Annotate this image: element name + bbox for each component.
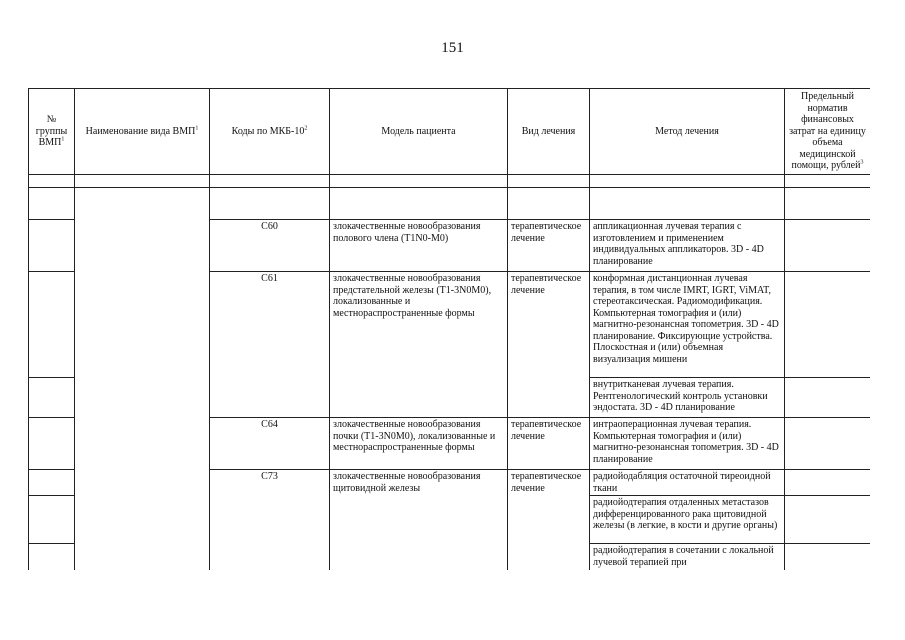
treatment-method-cell: внутритканевая лучевая терапия. Рентгенологический контроль установки эндостата. 3D - 4D планирование	[590, 378, 785, 418]
header-icd-codes: Коды по МКБ-$10^2$	[210, 89, 330, 175]
treatment-method-cell: радиойодтерапия отдаленных метастазов дифференцированного рака щитовидной железы (в легкие, в кости и другие органы)	[590, 496, 785, 544]
page-number: 151	[441, 40, 464, 56]
header-group-number: № группы ВМП$^1$	[29, 89, 75, 175]
header-treatment-method: Метод лечения	[590, 89, 785, 175]
patient-model-cell: злокачественные новообразования полового члена (T1N0-M0)	[330, 220, 508, 272]
icd-code-cell: C64	[210, 418, 330, 470]
treatment-method-cell: интраоперационная лучевая терапия. Компьютерная томография и (или) магнитно-резонансная топометрия. 3D - 4D планирование	[590, 418, 785, 470]
table-header-row	[29, 89, 871, 175]
header-cost-norm: Предельный норматив финансовых затрат на единицу объема медицинской помощи, рублей$^3$	[785, 89, 871, 175]
treatment-method-cell: аппликационная лучевая терапия с изготовлением и применением индивидуальных аппликаторов. 3D - 4D планирование	[590, 220, 785, 272]
patient-model-cell: злокачественные новообразования щитовидной железы	[330, 470, 508, 571]
header-patient-model: Модель пациента	[330, 89, 508, 175]
vmp-name-cell	[75, 188, 210, 571]
treatment-table	[28, 88, 870, 570]
treatment-method-cell: радиойодтерапия в сочетании с локальной лучевой терапией при	[590, 544, 785, 571]
treatment-method-cell: конформная дистанционная лучевая терапия, в том числе IMRT, IGRT, ViMAT, стереотаксическая. Радиомодификация. Компьютерная томография и (или) магнитно-резонансная топометрия. 3D - 4D планирование. Фиксирующие устройства. Плоскостная и (или) объемная визуализация мишени	[590, 272, 785, 378]
treatment-method-cell: радиойодабляция остаточной тиреоидной ткани	[590, 470, 785, 496]
icd-code-cell: C73	[210, 470, 330, 571]
header-treatment-type: Вид лечения	[508, 89, 590, 175]
patient-model-cell: злокачественные новообразования предстательной железы (T1-3N0M0), локализованные и местнораспространенные формы	[330, 272, 508, 418]
icd-code-cell: C60	[210, 220, 330, 272]
treatment-type-cell: терапевтическое лечение	[508, 470, 590, 571]
table-frame	[28, 88, 870, 570]
treatment-type-cell: терапевтическое лечение	[508, 418, 590, 470]
treatment-type-cell: терапевтическое лечение	[508, 272, 590, 418]
table-row	[29, 188, 871, 220]
patient-model-cell: злокачественные новообразования почки (T1-3N0M0), локализованные и местнораспространенные формы	[330, 418, 508, 470]
treatment-type-cell: терапевтическое лечение	[508, 220, 590, 272]
icd-code-cell: C61	[210, 272, 330, 418]
table-spacer-row	[29, 175, 871, 188]
header-vmp-name: Наименование вида ВМП$^1$	[75, 89, 210, 175]
